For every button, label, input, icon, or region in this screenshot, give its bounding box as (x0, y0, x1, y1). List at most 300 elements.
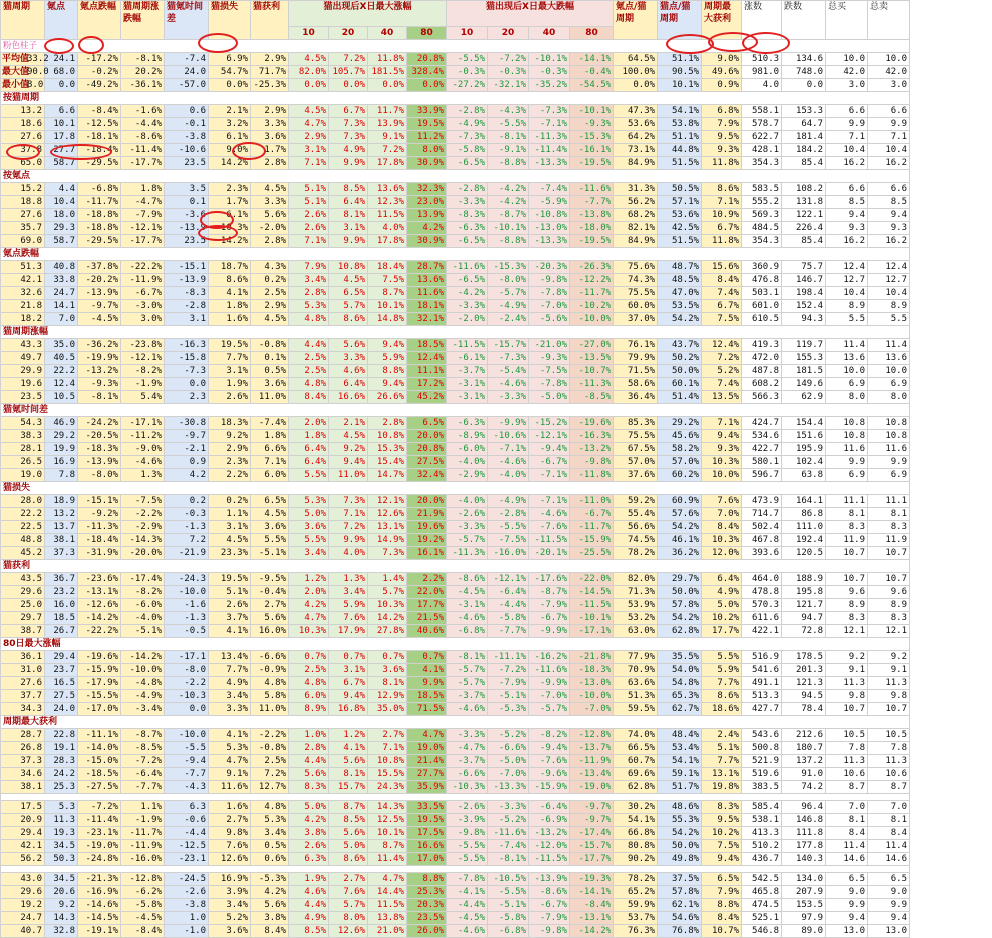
table-row (1, 840, 910, 853)
summary-cell: -27.2% (447, 79, 488, 92)
table-cell: 1.6% (209, 313, 251, 326)
table-cell: -30.8 (165, 417, 209, 430)
table-cell: 2.0% (289, 417, 329, 430)
table-cell: 0.1% (251, 352, 289, 365)
table-cell: 198.4 (782, 287, 826, 300)
table-cell: -7.5% (121, 495, 165, 508)
table-cell: 8.9 (826, 300, 868, 313)
summary-cell: -0.4% (570, 66, 614, 79)
table-cell: -15.9% (570, 534, 614, 547)
table-cell: -7.6% (529, 755, 570, 768)
table-cell: -8.6% (121, 131, 165, 144)
table-cell: -2.8 (165, 300, 209, 313)
table-cell: 34.3 (1, 703, 45, 716)
table-cell: 36.4% (614, 391, 658, 404)
table-cell: 19.0% (407, 742, 447, 755)
section-title-row (1, 794, 910, 801)
table-cell: 14.2% (209, 157, 251, 170)
table-cell: -22.2% (78, 625, 121, 638)
table-cell: 610.5 (742, 313, 782, 326)
table-cell: 5.0% (702, 599, 742, 612)
table-cell: 11.8% (702, 235, 742, 248)
table-cell: -13.3% (488, 781, 529, 794)
table-cell: 31.3% (614, 183, 658, 196)
table-cell: 54.1% (658, 105, 702, 118)
table-cell: 0.1 (165, 196, 209, 209)
table-cell: 7.1 (826, 131, 868, 144)
table-cell: 10.0 (826, 365, 868, 378)
table-cell: -17.9% (78, 677, 121, 690)
table-cell: -13.2% (529, 827, 570, 840)
table-cell: 37.6% (614, 469, 658, 482)
table-cell: 20.3% (407, 899, 447, 912)
table-cell: -8.9% (447, 430, 488, 443)
table-cell: -8.3% (447, 209, 488, 222)
table-cell: 6.5 (868, 873, 910, 886)
table-cell: 20.0% (407, 430, 447, 443)
table-cell: -11.9% (121, 840, 165, 853)
table-cell: 10.4 (826, 287, 868, 300)
table-cell: 9.4% (329, 456, 368, 469)
table-cell: 21.5% (407, 612, 447, 625)
table-cell: 19.0 (1, 469, 45, 482)
table-cell: 50.0% (658, 586, 702, 599)
summary-cell: -17.2% (78, 53, 121, 66)
up-day-header: 40 (368, 27, 407, 40)
table-cell: -8.0% (78, 469, 121, 482)
table-cell: -12.5 (165, 840, 209, 853)
table-cell: 3.3% (251, 196, 289, 209)
table-cell: 14.7% (368, 469, 407, 482)
table-cell: -6.1% (447, 352, 488, 365)
table-cell: -16.9% (78, 886, 121, 899)
table-cell: 8.3 (868, 521, 910, 534)
table-cell: 69.6% (614, 768, 658, 781)
table-cell: -27.5% (78, 781, 121, 794)
table-cell: 5.3 (45, 801, 78, 814)
table-cell: 40.6% (407, 625, 447, 638)
table-cell: 578.7 (742, 118, 782, 131)
table-cell: 8.3% (702, 801, 742, 814)
table-cell: -5.5% (447, 853, 488, 866)
summary-cell: 0.0% (614, 79, 658, 92)
table-cell: 62.7% (658, 703, 702, 716)
table-cell: 22.5 (1, 521, 45, 534)
table-cell: -6.5% (447, 157, 488, 170)
table-cell: 43.3 (1, 339, 45, 352)
table-cell: -0.4% (251, 586, 289, 599)
section-title: 按氪点 (1, 170, 910, 183)
table-cell: 9.4 (826, 912, 868, 925)
table-cell: 8.3 (826, 521, 868, 534)
table-cell: 53.7% (614, 912, 658, 925)
table-cell: -5.5% (447, 840, 488, 853)
table-cell: 66.8% (614, 827, 658, 840)
table-cell: 18.9 (45, 495, 78, 508)
table-cell: -19.5% (570, 157, 614, 170)
table-cell: -13.9% (78, 456, 121, 469)
table-cell: -25.5% (570, 547, 614, 560)
table-cell: 42.1 (1, 840, 45, 853)
table-cell: 1.2% (289, 573, 329, 586)
table-cell: 570.3 (742, 599, 782, 612)
table-cell: 9.9 (826, 118, 868, 131)
table-cell: -10.1% (488, 222, 529, 235)
table-cell: 50.0% (658, 365, 702, 378)
table-cell: 5.8% (251, 690, 289, 703)
table-cell: -15.5% (78, 690, 121, 703)
table-cell: 0.9 (165, 456, 209, 469)
table-cell: 37.0% (614, 313, 658, 326)
table-cell: -8.4% (121, 925, 165, 938)
table-cell: -11.4% (529, 144, 570, 157)
table-cell: 11.0% (251, 391, 289, 404)
table-cell: 3.0% (121, 313, 165, 326)
table-cell: -4.2% (488, 196, 529, 209)
table-cell: -4.4% (121, 118, 165, 131)
table-cell: -6.4% (121, 768, 165, 781)
table-cell: 10.4 (826, 144, 868, 157)
table-cell: 8.1% (368, 677, 407, 690)
table-cell: -4.8% (121, 677, 165, 690)
table-cell: 19.5% (407, 118, 447, 131)
table-cell: 3.6% (251, 378, 289, 391)
table-cell: -3.7% (447, 365, 488, 378)
table-cell: -15.3% (570, 131, 614, 144)
table-cell: -9.8% (529, 925, 570, 938)
table-cell: -4.6% (447, 612, 488, 625)
table-cell: 1.8% (121, 183, 165, 196)
table-cell: -8.8% (488, 157, 529, 170)
table-cell: 37.5% (658, 873, 702, 886)
table-cell: 2.7% (329, 873, 368, 886)
table-cell: 75.5% (614, 430, 658, 443)
table-cell: 19.2% (407, 534, 447, 547)
table-cell: 4.7% (407, 729, 447, 742)
table-cell: 25.0 (1, 599, 45, 612)
table-cell: -2.0% (251, 222, 289, 235)
table-cell: -8.1% (488, 131, 529, 144)
table-cell: 2.2% (209, 469, 251, 482)
table-cell: 25.3% (407, 886, 447, 899)
table-cell: 21.8 (1, 300, 45, 313)
table-cell: -8.6% (529, 886, 570, 899)
table-cell: 11.3 (868, 755, 910, 768)
table-cell: 58.7 (45, 235, 78, 248)
table-cell: 8.6% (209, 274, 251, 287)
table-cell: 26.8 (1, 742, 45, 755)
section-title: 猫获利 (1, 560, 910, 573)
table-cell: 8.4 (826, 827, 868, 840)
table-cell: -7.6% (529, 521, 570, 534)
table-cell: 0.5% (251, 840, 289, 853)
summary-cell: -57.0 (165, 79, 209, 92)
table-cell: -2.6% (447, 801, 488, 814)
table-cell: 154.4 (782, 417, 826, 430)
column-header: 猫获利 (251, 1, 289, 40)
table-cell: 10.8% (329, 261, 368, 274)
table-cell: 18.5 (45, 612, 78, 625)
table-cell: -15.7% (488, 339, 529, 352)
table-cell: 9.9% (329, 534, 368, 547)
table-cell: -8.0% (488, 274, 529, 287)
table-cell: 78.4 (782, 703, 826, 716)
table-cell: 32.4% (407, 469, 447, 482)
table-cell: -5.4% (488, 365, 529, 378)
table-cell: 33.9% (407, 105, 447, 118)
table-cell: 181.5 (782, 365, 826, 378)
table-cell: 0.5% (251, 365, 289, 378)
table-cell: -3.7% (447, 690, 488, 703)
table-cell: -9.8% (570, 456, 614, 469)
summary-cell: 0.0% (329, 79, 368, 92)
table-cell: 9.5% (702, 814, 742, 827)
table-cell: -22.0% (570, 573, 614, 586)
table-cell: 2.8% (289, 742, 329, 755)
table-cell: 2.7% (209, 814, 251, 827)
table-cell: -13.9 (165, 274, 209, 287)
table-cell: 13.1% (702, 768, 742, 781)
table-cell: 383.5 (742, 781, 782, 794)
table-cell: -10.5% (488, 873, 529, 886)
extra-header: 跌数 (782, 1, 826, 40)
table-cell: 611.6 (742, 612, 782, 625)
table-cell: 0.7% (289, 651, 329, 664)
table-cell: -13.3% (529, 235, 570, 248)
table-cell: -9.4% (529, 742, 570, 755)
section-title: 按猫周期 (1, 92, 910, 105)
table-cell: -8.6% (447, 573, 488, 586)
table-cell: 2.8% (368, 417, 407, 430)
table-cell: -10.0 (165, 586, 209, 599)
table-cell: 424.7 (742, 417, 782, 430)
table-cell: -9.2% (78, 508, 121, 521)
table-cell: 14.1 (45, 300, 78, 313)
table-cell: -20.0% (121, 547, 165, 560)
summary-cell: 20.2% (121, 66, 165, 79)
table-cell: 17.8 (45, 131, 78, 144)
table-cell: 65.3% (658, 690, 702, 703)
table-cell: 5.3% (289, 300, 329, 313)
table-cell: 10.4 (868, 144, 910, 157)
table-cell: 10.7 (826, 547, 868, 560)
table-cell: -7.3% (529, 105, 570, 118)
table-cell: -16.3% (570, 430, 614, 443)
table-cell: -1.9% (121, 814, 165, 827)
table-cell: -13.9 (165, 222, 209, 235)
table-row (1, 801, 910, 814)
table-cell: -7.4% (488, 840, 529, 853)
table-cell: 111.8 (782, 827, 826, 840)
table-cell: 12.6% (329, 925, 368, 938)
table-cell: -7.7% (570, 196, 614, 209)
table-cell: -6.7% (529, 612, 570, 625)
table-cell: 4.9% (209, 677, 251, 690)
table-cell: -3.3% (488, 801, 529, 814)
table-row (1, 183, 910, 196)
table-cell: 0.7% (407, 651, 447, 664)
table-cell: 7.0 (868, 801, 910, 814)
table-cell: 57.8% (658, 599, 702, 612)
table-cell: 8.3 (868, 612, 910, 625)
table-cell: 9.4% (368, 378, 407, 391)
table-cell: 24.2 (45, 768, 78, 781)
table-cell: 3.6% (368, 664, 407, 677)
table-cell: 164.1 (782, 495, 826, 508)
table-cell: -9.9% (529, 625, 570, 638)
section-title: 猫损失 (1, 482, 910, 495)
table-cell: 33.5% (407, 801, 447, 814)
table-cell: 5.5% (251, 534, 289, 547)
table-cell: 7.1 (868, 131, 910, 144)
table-cell: 24.0 (45, 703, 78, 716)
summary-cell: -8.1% (121, 53, 165, 66)
table-cell: 7.3% (329, 495, 368, 508)
table-cell: 188.9 (782, 573, 826, 586)
table-cell: 4.7% (209, 755, 251, 768)
table-cell: 5.1% (289, 183, 329, 196)
table-cell: -11.7% (121, 827, 165, 840)
summary-cell: -25.3% (251, 79, 289, 92)
table-cell: 9.4 (826, 209, 868, 222)
table-cell: -1.0 (165, 925, 209, 938)
table-row (1, 742, 910, 755)
table-cell: 6.6 (826, 105, 868, 118)
table-cell: -7.7% (488, 625, 529, 638)
table-cell: 566.3 (742, 391, 782, 404)
table-row (1, 677, 910, 690)
table-cell: 13.0 (826, 925, 868, 938)
table-cell: 12.7 (826, 274, 868, 287)
table-cell: 583.5 (742, 183, 782, 196)
table-cell: 472.0 (742, 352, 782, 365)
table-cell: -8.1% (488, 853, 529, 866)
table-cell: 23.5 (165, 235, 209, 248)
table-cell: -7.8% (447, 873, 488, 886)
summary-cell: 51.1% (658, 53, 702, 66)
table-cell: 17.7% (407, 599, 447, 612)
table-cell: -24.5 (165, 873, 209, 886)
table-cell: 4.0% (329, 547, 368, 560)
table-cell: -7.9% (121, 209, 165, 222)
table-cell: 1.8% (289, 430, 329, 443)
section-title-row (1, 170, 910, 183)
table-cell: 4.5% (209, 534, 251, 547)
table-cell: 85.4 (782, 157, 826, 170)
table-cell: 10.3% (702, 456, 742, 469)
table-cell: 22.2 (45, 365, 78, 378)
table-cell: 1.8% (209, 300, 251, 313)
table-cell: 19.6 (1, 378, 45, 391)
table-cell: 15.4% (368, 456, 407, 469)
table-cell: 4.9% (289, 912, 329, 925)
table-cell: 534.6 (742, 430, 782, 443)
table-cell: 7.4% (702, 378, 742, 391)
table-cell: -9.4% (529, 443, 570, 456)
table-cell: 10.8 (826, 430, 868, 443)
table-cell: 121.3 (782, 677, 826, 690)
table-cell: 62.1% (658, 899, 702, 912)
table-cell: 4.1% (209, 729, 251, 742)
table-cell: -10.7% (570, 365, 614, 378)
table-cell: 2.1% (329, 417, 368, 430)
table-cell: 3.6% (251, 131, 289, 144)
table-cell: -10.2% (570, 300, 614, 313)
table-cell: 23.5 (165, 157, 209, 170)
table-cell: 10.5 (868, 729, 910, 742)
table-cell: -16.1% (570, 144, 614, 157)
table-cell: -6.0% (447, 443, 488, 456)
table-cell: -5.8% (447, 144, 488, 157)
table-cell: 53.4% (658, 742, 702, 755)
table-cell: 9.2% (209, 430, 251, 443)
table-cell: -5.8% (488, 612, 529, 625)
table-cell: 146.7 (782, 274, 826, 287)
table-cell: 72.8 (782, 625, 826, 638)
table-cell: 10.9% (702, 209, 742, 222)
table-cell: -18.8% (78, 209, 121, 222)
table-cell: -11.9% (570, 755, 614, 768)
table-cell: -4.6% (488, 378, 529, 391)
summary-cell: 0.0% (368, 79, 407, 92)
table-cell: -18.4% (78, 534, 121, 547)
table-cell: 510.2 (742, 840, 782, 853)
table-cell: -5.7% (447, 664, 488, 677)
table-cell: 45.6% (658, 430, 702, 443)
table-cell: 9.2 (45, 899, 78, 912)
table-cell: 48.5% (658, 274, 702, 287)
table-cell: 51.5% (658, 235, 702, 248)
table-cell: -10.6 (165, 144, 209, 157)
table-cell: 11.6% (209, 781, 251, 794)
table-cell: 178.5 (782, 651, 826, 664)
table-cell: 69.0 (1, 235, 45, 248)
table-cell: -2.6% (447, 508, 488, 521)
table-cell: 51.1% (658, 131, 702, 144)
table-cell: -5.5% (488, 521, 529, 534)
table-cell: 29.6 (1, 886, 45, 899)
table-cell: 10.2% (702, 827, 742, 840)
table-cell: -6.0% (121, 599, 165, 612)
table-cell: 8.3 (826, 612, 868, 625)
table-cell: -12.1% (121, 352, 165, 365)
table-cell: -15.0% (78, 755, 121, 768)
table-cell: -10.3 (165, 690, 209, 703)
table-cell: -4.7% (447, 742, 488, 755)
table-cell: 34.5 (45, 873, 78, 886)
table-cell: 1.4% (368, 573, 407, 586)
table-cell: -3.8 (165, 131, 209, 144)
table-cell: 5.2% (702, 365, 742, 378)
table-cell: 474.5 (742, 899, 782, 912)
table-cell: -7.0% (570, 703, 614, 716)
table-cell: 10.7 (868, 547, 910, 560)
table-cell: 558.1 (742, 105, 782, 118)
table-cell: 9.4 (868, 209, 910, 222)
table-cell: -0.1 (165, 118, 209, 131)
table-cell: 75.6% (614, 261, 658, 274)
table-cell: -11.3% (78, 521, 121, 534)
table-cell: -11.6% (529, 664, 570, 677)
table-cell: 34.6 (1, 768, 45, 781)
table-cell: 79.9% (614, 352, 658, 365)
table-cell: 6.4% (329, 378, 368, 391)
table-cell: 1.7% (209, 196, 251, 209)
table-row (1, 196, 910, 209)
table-cell: 6.7% (702, 300, 742, 313)
table-cell: 14.3 (45, 912, 78, 925)
table-cell: -11.6% (570, 183, 614, 196)
